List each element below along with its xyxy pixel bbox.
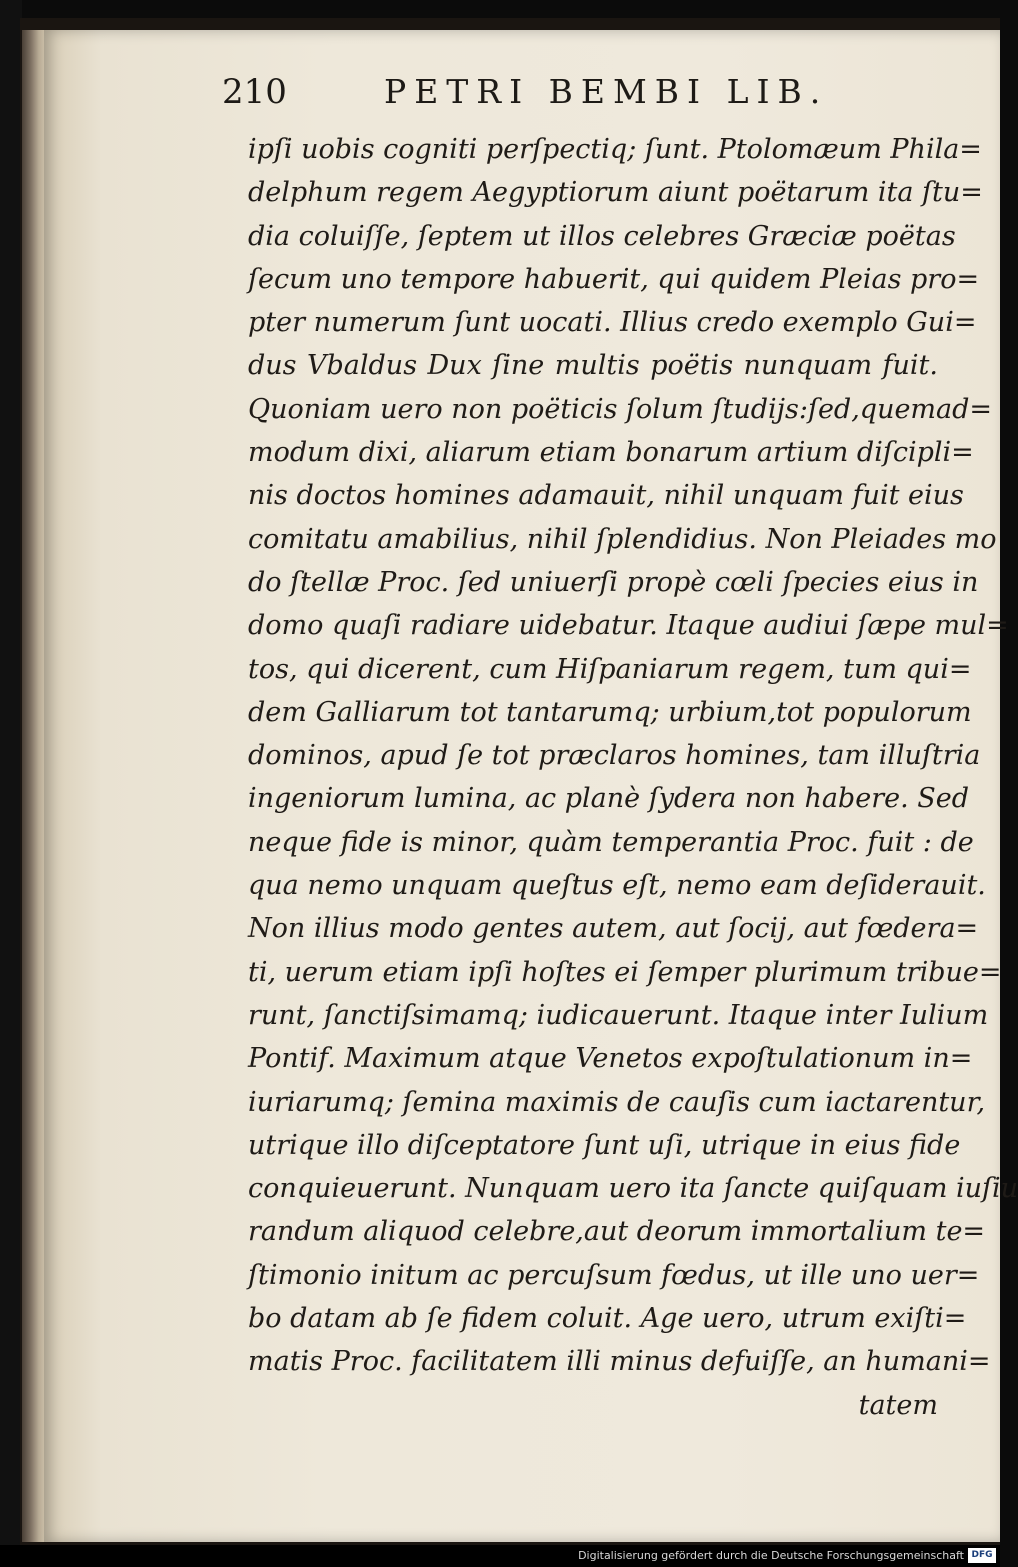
text-line: modum dixi, aliarum etiam bonarum artium diſcipli= (248, 437, 974, 469)
footer-bar (0, 1545, 1000, 1567)
text-line: comitatu amabilius, nihil ſplendidius. Non Pleiades mo (248, 523, 997, 555)
text-line: do ſtellæ Proc. ſed uniuerſi propè cœli ſpecies eius in (248, 566, 979, 598)
dfg-logo: DFG (968, 1548, 996, 1563)
text-line: delphum regem Aegyptiorum aiunt poëtarum ita ſtu= (248, 177, 983, 209)
text-line: neque fide is minor, quàm temperantia Proc. fuit : de (248, 826, 974, 858)
text-line: iuriarumq; ſemina maximis de cauſis cum iactarentur, (248, 1086, 986, 1118)
scan-left-border (0, 0, 22, 1567)
text-line: matis Proc. facilitatem illi minus defuiſſe, an humani= (248, 1346, 991, 1378)
text-line: conquieuerunt. Nunquam uero ita ſancte quiſquam iuſiu (248, 1173, 1018, 1205)
text-line: tos, qui dicerent, cum Hiſpaniarum regem, tum qui= (248, 653, 972, 685)
running-title: PETRI BEMBI LIB. (384, 72, 829, 111)
text-line: dus Vbaldus Dux ſine multis poëtis nunquam fuit. (248, 350, 938, 382)
text-line: runt, ſanctiſsimamq; iudicauerunt. Itaque inter Iulium (248, 999, 989, 1031)
text-line: domo quaſi radiare uidebatur. Itaque audiui ſæpe mul= (248, 610, 1009, 642)
text-line: ingeniorum lumina, ac planè ſydera non habere. Sed (248, 783, 969, 815)
body-text (248, 128, 1018, 1427)
text-line: nis doctos homines adamauit, nihil unquam fuit eius (248, 480, 964, 512)
text-line: dem Galliarum tot tantarumq; urbium,tot populorum (248, 696, 972, 728)
text-line: dia coluiſſe, ſeptem ut illos celebres Græciæ poëtas (248, 220, 956, 252)
text-line: Pontif. Maximum atque Venetos expoſtulationum in= (248, 1043, 973, 1075)
text-line: Non illius modo gentes autem, aut ſocij, aut fœdera= (248, 913, 979, 945)
text-line: dominos, apud ſe tot præclaros homines, tam illuſtria (248, 740, 981, 772)
text-line: Quoniam uero non poëticis ſolum ſtudijs:ſed,quemad= (248, 393, 993, 425)
text-line: qua nemo unquam queſtus eſt, nemo eam deſiderauit. (248, 870, 986, 902)
text-line: ſecum uno tempore habuerit, qui quidem Pleias pro= (248, 263, 980, 295)
text-line: utrique illo diſceptatore ſunt uſi, utrique in eius fide (248, 1129, 961, 1161)
funding-credit: Digitalisierung gefördert durch die Deutsche Forschungsgemeinschaft (578, 1549, 964, 1562)
text-line: ti, uerum etiam ipſi hoſtes ei ſemper plurimum tribue= (248, 956, 1002, 988)
text-line: ipſi uobis cogniti perſpectiq; ſunt. Ptolomæum Phila= (248, 134, 982, 165)
catchword: tatem (858, 1389, 938, 1421)
text-line: pter numerum ſunt uocati. Illius credo exemplo Gui= (248, 307, 977, 339)
running-head (222, 72, 842, 122)
page-number: 210 (222, 72, 287, 112)
text-line: randum aliquod celebre,aut deorum immortalium te= (248, 1216, 986, 1248)
text-line: ſtimonio initum ac percuſsum fœdus, ut ille uno uer= (248, 1259, 980, 1291)
text-line: bo datam ab ſe fidem coluit. Age uero, utrum exiſti= (248, 1303, 967, 1335)
book-spine-edge (22, 30, 46, 1542)
